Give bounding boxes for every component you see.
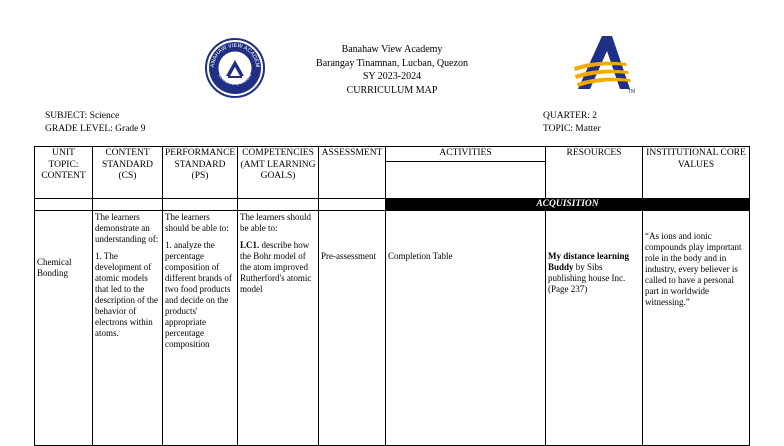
comp-intro: The learners should be able to: <box>240 211 311 233</box>
header-performance-standard: PERFORMANCE STANDARD (PS) <box>163 147 238 199</box>
document-header <box>260 43 524 97</box>
school-name: Banahaw View Academy <box>341 44 443 55</box>
comp-code: LC1. <box>240 239 260 250</box>
resource-title: My distance learning Buddy <box>548 250 629 272</box>
topic-label: TOPIC: Matter <box>543 124 601 134</box>
cs-intro: The learners demonstrate an understanding of: <box>95 211 159 244</box>
cell-activity: Completion Table <box>386 210 546 445</box>
subject-label: SUBJECT: Science <box>45 111 120 121</box>
cell-core-values: “As ions and ionic compounds play important role in the body and in industry, every believer is called to have a personal part in worldwide witnessing.” <box>643 210 750 445</box>
curriculum-table <box>34 146 750 446</box>
document-title: CURRICULUM MAP <box>346 84 438 96</box>
header-activities: ACTIVITIES <box>386 147 546 162</box>
seal-text: ANAHAW VIEW ACADEM <box>209 42 261 68</box>
header-resources: RESOURCES <box>546 147 643 199</box>
header-core-values: INSTITUTIONAL CORE VALUES <box>643 147 750 199</box>
school-address: Barangay Tinamnan, Lucban, Quezon <box>316 57 468 69</box>
trademark-text: TM <box>628 89 636 95</box>
cs-item: 1. The development of atomic models that led to the description of the behavior of electrons within atoms. <box>95 250 158 338</box>
cell-assessment: Pre-assessment <box>319 210 386 445</box>
ps-intro: The learners should be able to: <box>165 211 229 233</box>
quarter-label: QUARTER: 2 <box>543 111 598 121</box>
comp-item: describe how the Bohr model of the atom improved Rutherford's atomic model <box>240 239 312 294</box>
header-competencies: COMPETENCIES (AMT LEARNING GOALS) <box>238 147 319 199</box>
cell-competencies <box>238 210 319 445</box>
academy-a-logo <box>572 33 640 95</box>
header-content-standard: CONTENT STANDARD (CS) <box>93 147 163 199</box>
cell-content-standard <box>93 210 163 445</box>
school-year: SY 2023-2024 <box>362 71 422 82</box>
header-assessment: ASSESSMENT <box>319 147 386 199</box>
resource-details: by Sibs publishing house Inc.(Page 237) <box>548 261 626 294</box>
header-unit-topic: UNIT TOPIC: CONTENT <box>35 147 93 199</box>
cell-unit-topic: Chemical Bonding <box>35 210 93 445</box>
seal-bottom-text: LUCBAN, QUEZON <box>217 72 253 86</box>
acquisition-banner: ACQUISITION <box>386 198 750 210</box>
school-seal-logo <box>205 38 265 98</box>
activities-subheader <box>386 161 546 198</box>
ps-item: 1. analyze the percentage composition of different brands of two food products and decide on the products' appropriate percentage composition <box>165 239 232 349</box>
cell-resources <box>546 210 643 445</box>
cell-performance-standard <box>163 210 238 445</box>
grade-level-label: GRADE LEVEL: Grade 9 <box>45 124 146 134</box>
